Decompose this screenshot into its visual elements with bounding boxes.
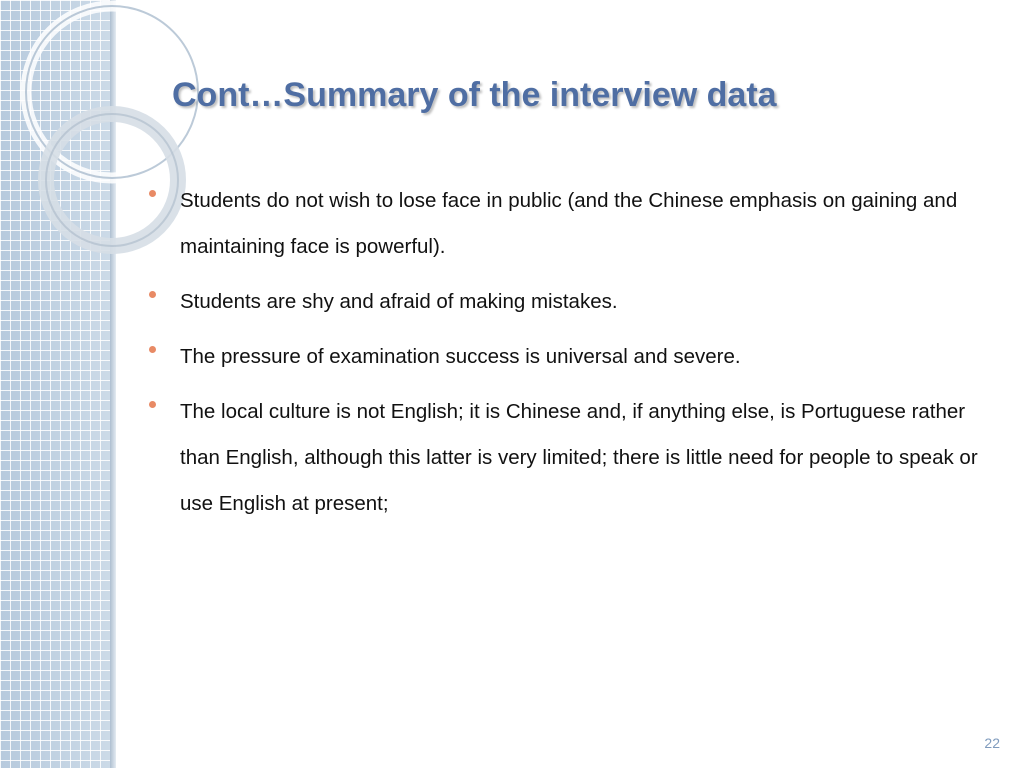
bullet-text: Students are shy and afraid of making mistakes. [180,290,618,313]
bullet-text: The local culture is not English; it is Chinese and, if anything else, is Portuguese rather than English, although this latter is very limited; there is little need for people to speak or use English at present; [180,400,978,515]
bullet-item [148,389,1008,527]
bullet-text: The pressure of examination success is universal and severe. [180,345,741,368]
bullet-marker-icon [149,291,156,298]
bullet-marker-icon [149,346,156,353]
bullet-marker-icon [149,401,156,408]
page-number: 22 [984,735,1000,751]
bullet-text: Students do not wish to lose face in public (and the Chinese emphasis on gaining and maintaining face is powerful). [180,189,958,258]
slide-title: Cont…Summary of the interview data [172,76,777,114]
bullet-item [148,178,1008,270]
bullet-list [148,178,1008,536]
bullet-item [148,279,1008,325]
bullet-item [148,334,1008,380]
bullet-marker-icon [149,190,156,197]
